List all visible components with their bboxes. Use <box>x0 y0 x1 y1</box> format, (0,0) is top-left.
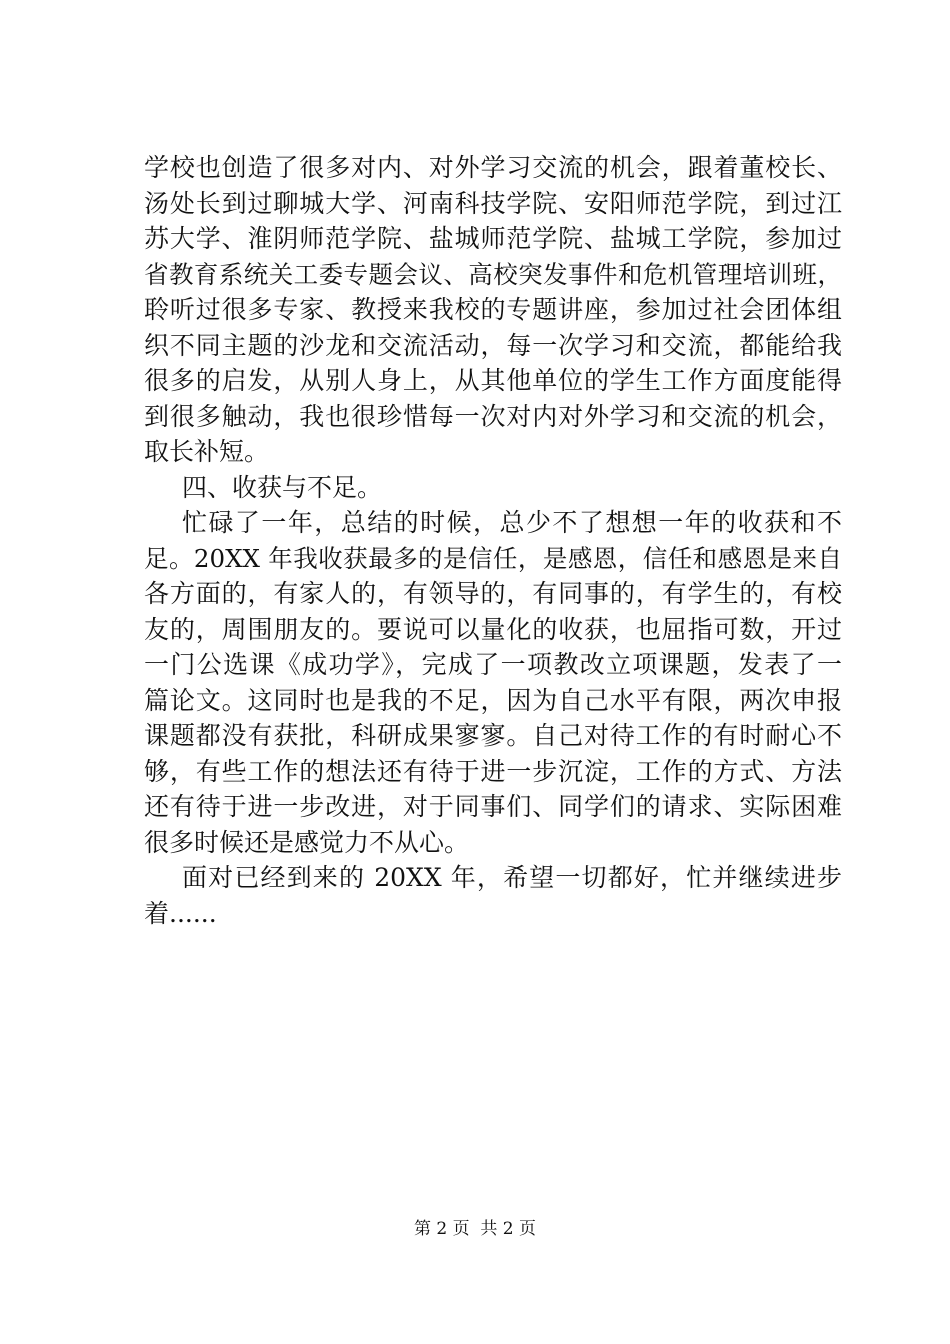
text-line: 篇论文。这同时也是我的不足，因为自己水平有限，两次申报 <box>144 685 842 715</box>
document-body <box>144 150 842 931</box>
text-line: 汤处长到过聊城大学、河南科技学院、安阳师范学院，到过江 <box>144 188 842 218</box>
text-line: 友的，周围朋友的。要说可以量化的收获，也屈指可数，开过 <box>144 614 842 644</box>
text-line: 忙碌了一年，总结的时候，总少不了想想一年的收获和不 <box>182 508 842 537</box>
text-line: 一门公选课《成功学》，完成了一项教改立项课题，发表了一 <box>144 650 842 679</box>
text-line: 苏大学、淮阴师范学院、盐城师范学院、盐城工学院，参加过 <box>144 224 842 253</box>
text-line: 取长补短。 <box>144 437 270 466</box>
text-line: 聆听过很多专家、教授来我校的专题讲座，参加过社会团体组 <box>144 295 842 324</box>
page-footer: 第 2 页 共 2 页 <box>413 1219 537 1239</box>
text-line: 到很多触动，我也很珍惜每一次对内对外学习和交流的机会， <box>144 401 842 431</box>
text-line: 织不同主题的沙龙和交流活动，每一次学习和交流，都能给我 <box>144 330 842 360</box>
text-line: 学校也创造了很多对内、对外学习交流的机会，跟着董校长、 <box>144 153 842 182</box>
text-line: 着...... <box>144 898 217 928</box>
text-line: 各方面的，有家人的，有领导的，有同事的，有学生的，有校 <box>144 579 842 608</box>
text-line: 还有待于进一步改进，对于同事们、同学们的请求、实际困难 <box>144 792 842 821</box>
text-line: 省教育系统关工委专题会议、高校突发事件和危机管理培训班， <box>144 259 842 289</box>
text-line: 四、收获与不足。 <box>182 472 383 502</box>
text-line: 足。20XX 年我收获最多的是信任，是感恩，信任和感恩是来自 <box>144 543 842 573</box>
text-line: 很多时候还是感觉力不从心。 <box>144 827 470 857</box>
text-line: 够，有些工作的想法还有待于进一步沉淀，工作的方式、方法 <box>144 756 842 786</box>
text-line: 面对已经到来的 20XX 年，希望一切都好，忙并继续进步 <box>182 863 842 892</box>
text-line: 课题都没有获批，科研成果寥寥。自己对待工作的有时耐心不 <box>144 721 842 750</box>
text-line: 很多的启发，从别人身上，从其他单位的学生工作方面度能得 <box>144 366 842 395</box>
